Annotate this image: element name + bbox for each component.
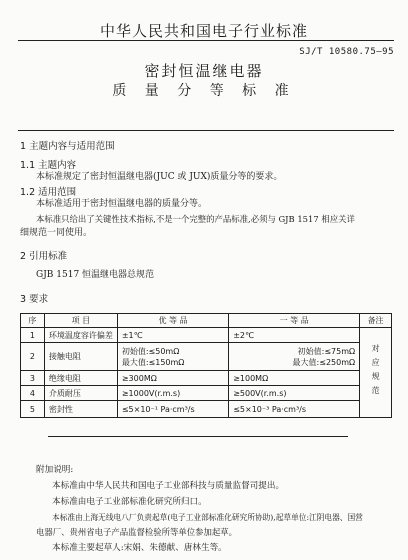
header-rule — [18, 40, 394, 41]
row-item: 绝缘电阻 — [44, 371, 117, 386]
grade-a-initial: 初始值:≤50mΩ — [121, 346, 180, 356]
footer-line-3b: 电器厂、贵州省电子产品监督检验所等单位参加起草。 — [36, 527, 237, 537]
referenced-standard: GJB 1517 恒温继电器总规范 — [36, 270, 155, 280]
footer-line-1: 本标准由中华人民共和国电子工业部科技与质量监督司提出。 — [52, 481, 285, 491]
row-grade-b: ±2℃ — [229, 328, 360, 343]
document-subtitle: 质 量 分 等 标 准 — [112, 83, 296, 99]
row-no: 3 — [21, 371, 45, 386]
title-rule — [18, 130, 394, 131]
section-3-heading: 3 要求 — [20, 294, 49, 305]
footer-heading: 附加说明: — [36, 465, 74, 475]
section-1-1-text: 本标准规定了密封恒温继电器(JUC 或 JUX)质量分等的要求。 — [36, 172, 283, 182]
section-1-2-heading: 1.2 适用范围 — [20, 187, 77, 198]
col-header-grade-a: 优 等 品 — [117, 314, 228, 328]
row-item: 介质耐压 — [44, 386, 117, 401]
row-item: 接触电阻 — [44, 343, 117, 371]
row-grade-a: ≥300MΩ — [117, 371, 228, 386]
col-header-item: 项 目 — [44, 314, 117, 328]
section-1-2-text-2a: 本标准只给出了关键性技术指标,不是一个完整的产品标准,必须与 GJB 1517 相应关详 — [36, 214, 355, 224]
note-text: 对应规范 — [371, 343, 381, 400]
table-row — [21, 386, 392, 401]
table-row — [21, 328, 392, 343]
col-header-no: 序 — [21, 314, 45, 328]
section-2-heading: 2 引用标准 — [20, 251, 68, 262]
row-item: 密封性 — [44, 401, 117, 418]
row-grade-a: ±1℃ — [117, 328, 228, 343]
grade-b-max: 最大值:≤250mΩ — [292, 357, 356, 367]
row-grade-a: ≥1000V(r.m.s) — [117, 386, 228, 401]
section-1-2-text-1: 本标准适用于密封恒温继电器的质量分等。 — [36, 199, 208, 209]
section-1-heading: 1 主题内容与适用范围 — [20, 141, 115, 152]
requirements-table — [20, 313, 392, 418]
row-grade-b: ≥100MΩ — [229, 371, 360, 386]
row-grade-b: ≤5×10⁻³ Pa·cm³/s — [229, 401, 360, 418]
table-row — [21, 343, 392, 371]
col-header-note: 备注 — [360, 314, 392, 328]
row-grade-b — [229, 343, 360, 371]
section-1-1-heading: 1.1 主题内容 — [20, 160, 77, 171]
table-header-row — [21, 314, 392, 328]
footer-rule — [48, 436, 348, 437]
standard-number: SJ/T 10580.75—95 — [299, 47, 394, 57]
row-grade-b: ≥500V(r.m.s) — [229, 386, 360, 401]
col-header-grade-b: 一 等 品 — [229, 314, 360, 328]
section-1-2-text-2b: 细规范一同使用。 — [20, 228, 93, 238]
table-row — [21, 371, 392, 386]
row-no: 1 — [21, 328, 45, 343]
note-cell — [360, 328, 392, 418]
document-title: 密封恒温继电器 — [144, 62, 264, 80]
footer-line-2: 本标准由电子工业部标准化研究所归口。 — [52, 497, 207, 507]
grade-b-initial: 初始值:≤75mΩ — [297, 346, 356, 356]
row-item: 环境温度容许偏差 — [44, 328, 117, 343]
grade-a-max: 最大值:≤150mΩ — [121, 357, 185, 367]
standard-category-title: 中华人民共和国电子行业标准 — [99, 22, 308, 40]
footer-line-4: 本标准主要起草人:宋娟、朱德献、唐林生等。 — [52, 543, 227, 553]
footer-line-3a: 本标准由上海无线电八厂负责起草(电子工业部标准化研究所协助),起草单位:江阴电器、国营 — [52, 513, 363, 522]
row-no: 2 — [21, 343, 45, 371]
row-no: 4 — [21, 386, 45, 401]
row-grade-a: ≤5×10⁻¹ Pa·cm³/s — [117, 401, 228, 418]
row-no: 5 — [21, 401, 45, 418]
table-row — [21, 401, 392, 418]
row-grade-a — [117, 343, 228, 371]
